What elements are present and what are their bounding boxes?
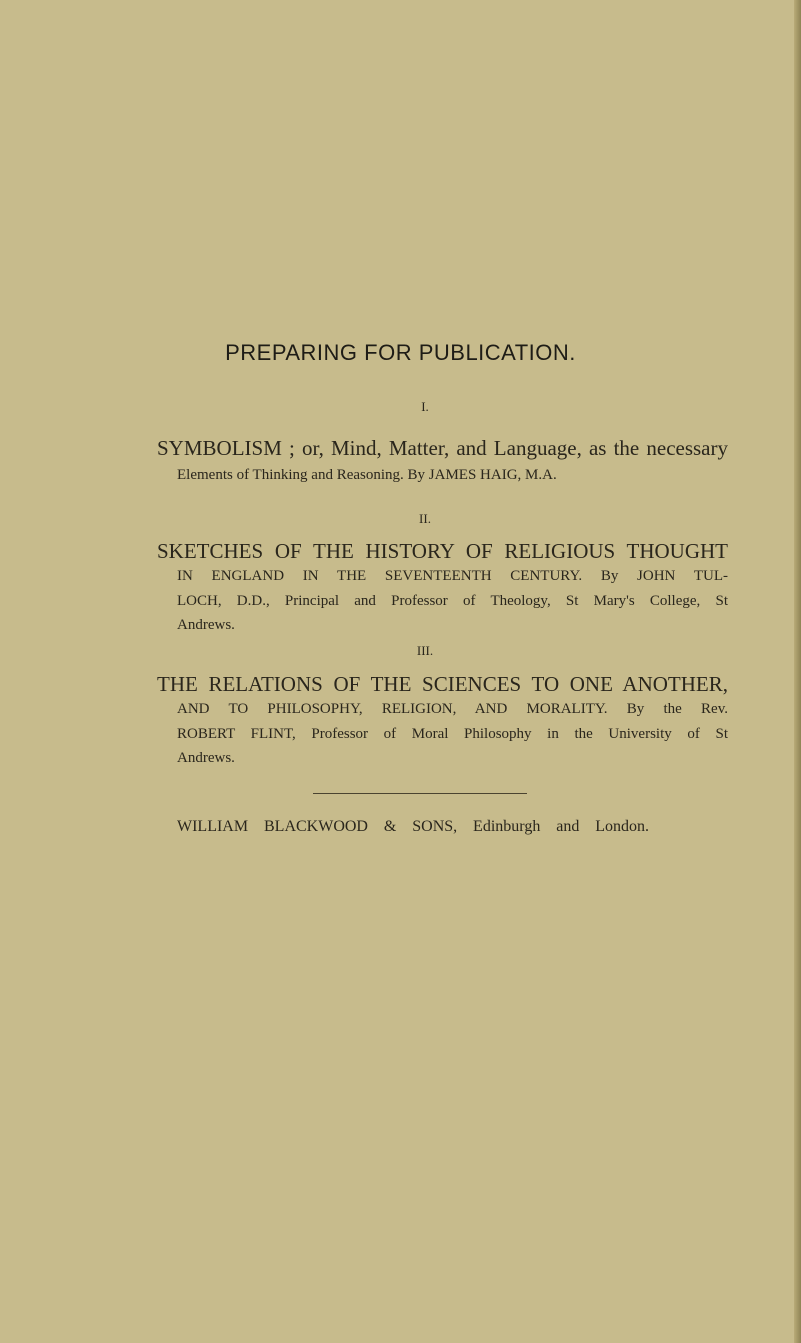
item-detail-line: ROBERT FLINT, Professor of Moral Philosophy in the University of St xyxy=(177,726,728,742)
page-heading: PREPARING FOR PUBLICATION. xyxy=(225,340,576,365)
item-numeral: II. xyxy=(419,511,431,526)
item-detail-line: IN ENGLAND IN THE SEVENTEENTH CENTURY. By JOHN TUL- xyxy=(177,568,728,584)
item-title-line: THE RELATIONS OF THE SCIENCES TO ONE ANOTHER, xyxy=(157,672,728,696)
item-detail-line: Andrews. xyxy=(177,750,235,766)
item-detail-line: LOCH, D.D., Principal and Professor of Theology, St Mary's College, St xyxy=(177,593,728,609)
item-detail-line: Elements of Thinking and Reasoning. By JAMES HAIG, M.A. xyxy=(177,467,557,483)
item-detail-line: Andrews. xyxy=(177,617,235,633)
item-title-line: SYMBOLISM ; or, Mind, Matter, and Language, as the necessary xyxy=(157,436,728,460)
publisher-imprint: WILLIAM BLACKWOOD & SONS, Edinburgh and London. xyxy=(177,818,649,835)
page-edge xyxy=(794,0,801,1343)
item-numeral: I. xyxy=(421,399,429,414)
item-title-line: SKETCHES OF THE HISTORY OF RELIGIOUS THOUGHT xyxy=(157,539,728,563)
item-detail-line: AND TO PHILOSOPHY, RELIGION, AND MORALITY. By the Rev. xyxy=(177,701,728,717)
item-numeral: III. xyxy=(416,643,434,658)
divider-rule xyxy=(313,793,527,794)
